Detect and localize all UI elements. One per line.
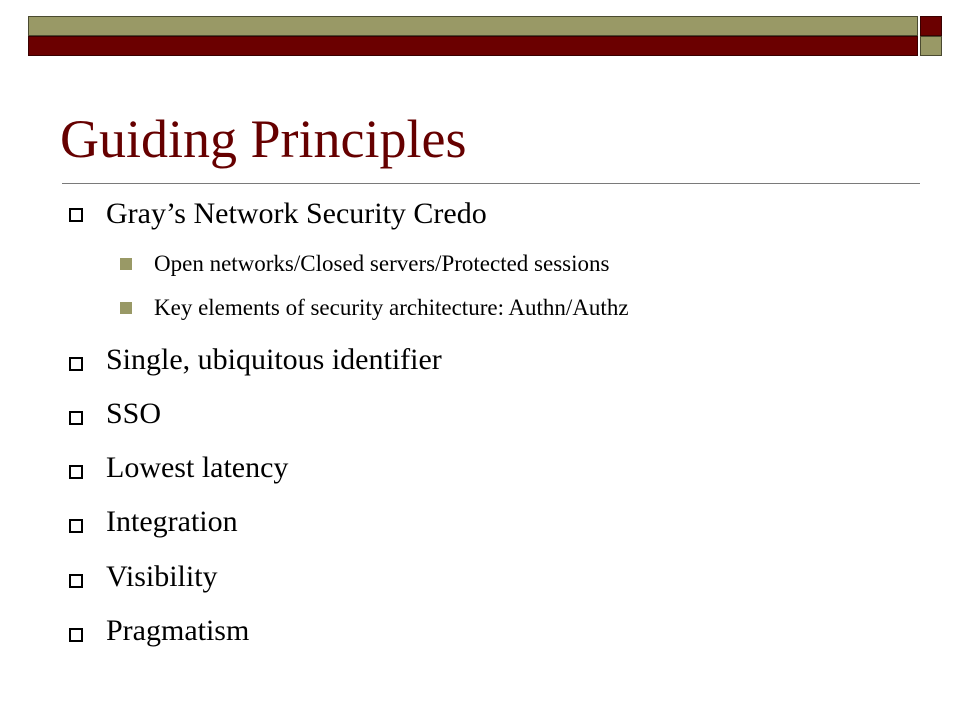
hollow-square-icon [69, 411, 83, 425]
hollow-square-icon [69, 519, 83, 533]
bullet-item: Single, ubiquitous identifier [106, 343, 442, 376]
bullet-item: Pragmatism [106, 614, 250, 647]
hollow-square-icon [69, 465, 83, 479]
hollow-square-icon [69, 628, 83, 642]
sub-bullet-item: Key elements of security architecture: Authn/Authz [154, 295, 629, 320]
corner-block-maroon [920, 16, 942, 36]
bullet-item: Visibility [106, 560, 218, 593]
sub-bullet-item: Open networks/Closed servers/Protected sessions [154, 251, 610, 276]
title-divider [62, 183, 920, 184]
bullet-item: Lowest latency [106, 451, 289, 484]
corner-block-olive [920, 36, 942, 56]
filled-square-icon [120, 258, 132, 270]
hollow-square-icon [69, 574, 83, 588]
filled-square-icon [120, 302, 132, 314]
header-bar-maroon [28, 36, 918, 56]
bullet-item: SSO [106, 397, 162, 430]
hollow-square-icon [69, 357, 83, 371]
header-bar-olive [28, 16, 918, 36]
slide-title: Guiding Principles [60, 109, 467, 169]
bullet-item: Gray’s Network Security Credo [106, 197, 487, 230]
hollow-square-icon [69, 208, 83, 222]
bullet-item: Integration [106, 505, 238, 538]
